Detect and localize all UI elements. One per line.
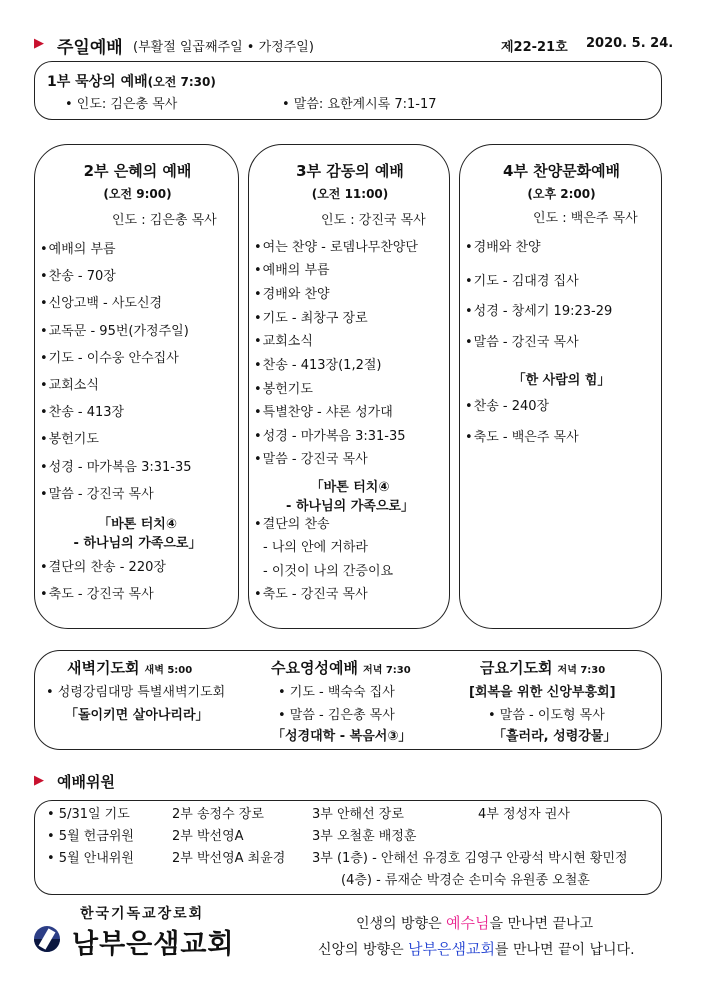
list-item: • 결단의 찬송 xyxy=(254,518,330,531)
weekday-box xyxy=(34,650,662,750)
list-item: • 기도 - 최창구 장로 xyxy=(254,312,368,325)
friday-line3: 「흘러라, 성령강물」 xyxy=(493,729,617,744)
committee-row2-col2: 2부 박선영A xyxy=(172,829,244,844)
list-item: • 말씀 - 강진국 목사 xyxy=(254,453,368,466)
dawn-line2: 「돌이키면 살아나리라」 xyxy=(65,708,209,723)
triangle-bullet-icon: ▶ xyxy=(34,773,44,788)
church-logo-icon xyxy=(34,926,60,952)
service4-sermon-title: 「한 사람의 힘」 xyxy=(512,373,611,388)
committee-heading xyxy=(34,771,234,791)
committee-row1-col2: 2부 송정수 장로 xyxy=(172,807,264,822)
list-item: • 경배와 찬양 xyxy=(465,241,541,254)
list-item: • 축도 - 백은주 목사 xyxy=(465,431,579,444)
friday-time: 저녁 7:30 xyxy=(557,665,606,676)
list-item: • 특별찬양 - 샤론 성가대 xyxy=(254,406,393,419)
committee-title: 예배위원 xyxy=(57,773,115,791)
wednesday-line1: • 기도 - 백숙숙 집사 xyxy=(278,685,395,700)
list-item: • 교회소식 xyxy=(40,379,99,392)
committee-box xyxy=(34,800,662,895)
service2-sermon-title-1: 「바톤 터치④ xyxy=(98,517,177,532)
committee-row3-label: • 5월 안내위원 xyxy=(47,851,134,866)
issue-number: 제22-21호 xyxy=(501,40,568,55)
service3-sermon-title-2: - 하나님의 가족으로」 xyxy=(286,499,414,514)
list-item: • 봉헌기도 xyxy=(254,383,313,396)
service2-title: 2부 은혜의 예배 xyxy=(83,162,192,180)
dawn-header xyxy=(67,657,192,678)
service1-sermon: • 말씀: 요한계시록 7:1-17 xyxy=(282,97,437,112)
service4-title: 4부 찬양문화예배 xyxy=(502,162,621,180)
service3-title: 3부 감동의 예배 xyxy=(296,162,404,180)
list-item: • 교회소식 xyxy=(254,335,313,348)
list-item: • 봉헌기도 xyxy=(40,433,99,446)
friday-line1: [회복을 위한 신앙부흥회] xyxy=(469,685,616,700)
list-item: • 기도 - 김대경 집사 xyxy=(465,275,579,288)
committee-row3-col3: 3부 (1층) - 안해선 유경호 김영구 안광석 박시현 황민정 xyxy=(312,851,628,866)
service2-sermon-title-2: - 하나님의 가족으로」 xyxy=(73,536,202,551)
service3-time: (오전 11:00) xyxy=(311,187,389,201)
committee-row1-col4: 4부 정성자 권사 xyxy=(478,807,570,822)
list-item: • 기도 - 이수웅 안수집사 xyxy=(40,352,179,365)
list-sub-item: - 이것이 나의 간증이요 xyxy=(263,564,394,579)
service2-leader: 인도 : 김은총 목사 xyxy=(112,213,217,228)
committee-row4: (4층) - 류재순 박경순 손미숙 유원종 오철훈 xyxy=(341,873,590,888)
list-item: • 말씀 - 강진국 목사 xyxy=(40,488,154,501)
service1-title: 1부 묵상의 예배 xyxy=(47,74,148,90)
service4-time: (오후 2:00) xyxy=(527,187,596,201)
service1-time: (오전 7:30) xyxy=(147,75,216,89)
list-item: • 찬송 - 240장 xyxy=(465,400,549,413)
service1-header xyxy=(47,71,216,91)
slogan1-part-c: 을 만나면 끝나고 xyxy=(489,916,594,932)
friday-title: 금요기도회 xyxy=(480,659,553,677)
page-title: 주일예배 xyxy=(57,38,123,58)
service2-time: (오전 9:00) xyxy=(103,187,172,201)
service3-box xyxy=(248,144,450,629)
service3-sermon-title-1: 「바톤 터치④ xyxy=(310,480,390,495)
service4-leader: 인도 : 백은주 목사 xyxy=(533,211,638,226)
slogan-line-1 xyxy=(356,912,593,933)
committee-row3-col2: 2부 박선영A 최윤경 xyxy=(172,851,286,866)
wednesday-header xyxy=(271,657,411,678)
list-item: • 신앙고백 - 사도신경 xyxy=(40,297,162,310)
slogan2-part-c: 를 만나면 끝이 납니다. xyxy=(495,942,635,958)
list-item: • 성경 - 마가복음 3:31-35 xyxy=(40,461,192,474)
list-item: • 말씀 - 강진국 목사 xyxy=(465,336,579,349)
church-name: 남부은샘교회 xyxy=(72,929,235,960)
list-item: • 여는 찬양 - 로뎀나무찬양단 xyxy=(254,241,418,254)
list-item: • 결단의 찬송 - 220장 xyxy=(40,561,166,574)
wednesday-line3: 「성경대학 - 복음서③」 xyxy=(272,729,412,744)
slogan-line-2 xyxy=(318,938,635,959)
issue-date: 2020. 5. 24. xyxy=(586,36,674,51)
service3-leader: 인도 : 강진국 목사 xyxy=(321,213,426,228)
service2-box xyxy=(34,144,239,629)
wednesday-line2: • 말씀 - 김은총 목사 xyxy=(278,708,395,723)
service4-box xyxy=(459,144,662,629)
dawn-title: 새벽기도회 xyxy=(67,659,140,677)
list-item: • 찬송 - 413장 xyxy=(40,406,124,419)
slogan1-part-a: 인생의 방향은 xyxy=(356,916,447,932)
list-item: • 예배의 부름 xyxy=(254,264,330,277)
dawn-line1: • 성령강림대망 특별새벽기도회 xyxy=(46,685,226,700)
committee-row1-label: • 5/31일 기도 xyxy=(47,807,130,822)
committee-row2-label: • 5월 헌금위원 xyxy=(47,829,134,844)
service1-leader: • 인도: 김은총 목사 xyxy=(65,97,178,112)
org-name: 한국기독교장로회 xyxy=(80,906,205,922)
list-item: • 예배의 부름 xyxy=(40,243,116,256)
list-item: • 축도 - 강진국 목사 xyxy=(40,588,154,601)
list-item: • 성경 - 마가복음 3:31-35 xyxy=(254,430,406,443)
list-item: • 성경 - 창세기 19:23-29 xyxy=(465,305,612,318)
slogan2-part-a: 신앙의 방향은 xyxy=(318,942,409,958)
committee-row1-col3: 3부 안해선 장로 xyxy=(312,807,404,822)
list-item: • 찬송 - 413장(1,2절) xyxy=(254,359,382,372)
list-sub-item: - 나의 안에 거하라 xyxy=(263,540,368,555)
list-item: • 교독문 - 95번(가정주일) xyxy=(40,325,189,338)
wednesday-time: 저녁 7:30 xyxy=(363,665,411,676)
list-item: • 축도 - 강진국 목사 xyxy=(254,588,368,601)
friday-header xyxy=(480,657,605,678)
dawn-time: 새벽 5:00 xyxy=(144,665,193,676)
committee-row2-col3: 3부 오철훈 배정훈 xyxy=(312,829,417,844)
triangle-bullet-icon: ▶ xyxy=(34,36,44,51)
list-item: • 찬송 - 70장 xyxy=(40,270,116,283)
list-item: • 경배와 찬양 xyxy=(254,288,330,301)
header xyxy=(34,33,674,57)
friday-line2: • 말씀 - 이도형 목사 xyxy=(488,708,605,723)
slogan1-highlight: 예수님 xyxy=(446,914,490,932)
wednesday-title: 수요영성예배 xyxy=(271,659,358,677)
slogan2-highlight: 남부은샘교회 xyxy=(408,940,495,958)
page-subtitle: (부활절 일곱째주일 • 가정주일) xyxy=(133,40,314,55)
service1-box xyxy=(34,61,662,120)
